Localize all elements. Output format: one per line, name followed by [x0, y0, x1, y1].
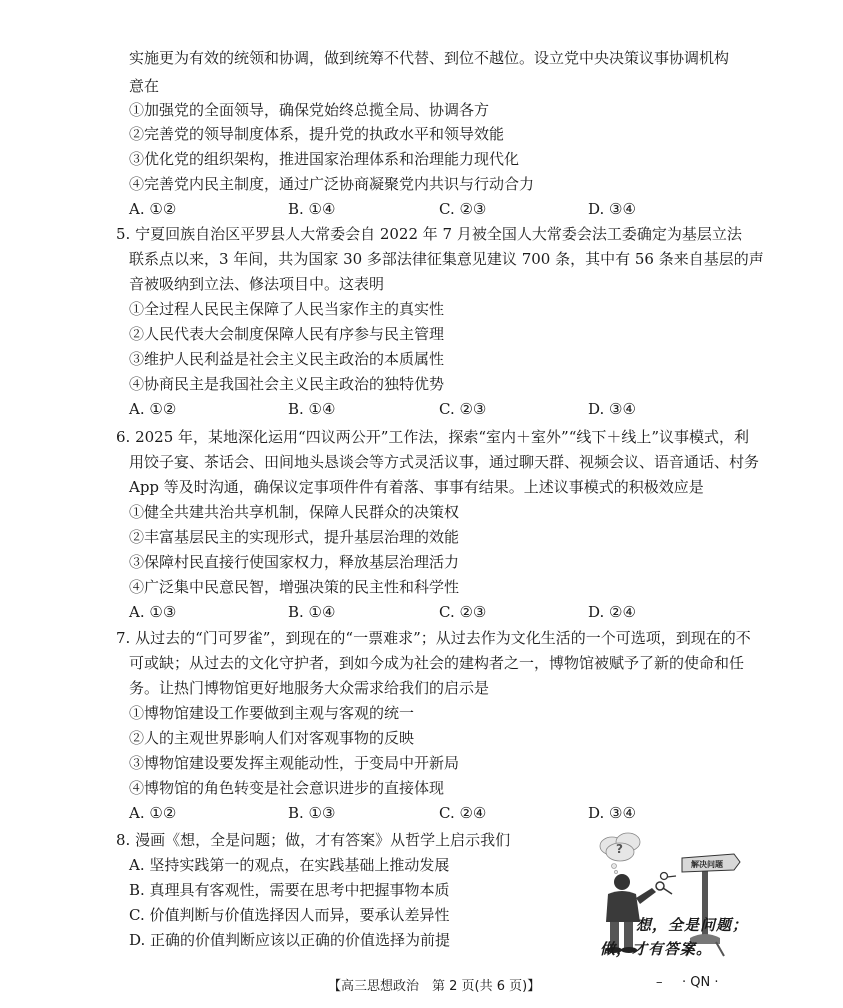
option-c[interactable]: C. ②③ [439, 200, 487, 218]
option-d[interactable]: D. ③④ [588, 804, 636, 822]
q7-options [129, 803, 729, 823]
q4-options [129, 199, 729, 219]
footer-code: · QN · [682, 975, 719, 990]
q5-stem-line: 5. 宁夏回族自治区平罗县人大常委会自 2022 年 7 月被全国人大常委会法工委确定为基层立法 [116, 225, 742, 243]
option-c[interactable]: C. ②③ [439, 400, 487, 418]
q4-item: ③优化党的组织架构，推进国家治理体系和治理能力现代化 [129, 150, 520, 168]
q6-item: ④广泛集中民意民智，增强决策的民主性和科学性 [129, 578, 460, 596]
cartoon-caption-line1: 想，全是问题； [636, 916, 749, 934]
question-mark: ? [616, 842, 623, 856]
q6-stem-line: 用饺子宴、茶话会、田间地头恳谈会等方式灵活议事，通过聊天群、视频会议、语音通话、村务 [129, 453, 760, 471]
q8-stem-line: 8. 漫画《想，全是问题；做，才有答案》从哲学上启示我们 [116, 831, 511, 849]
q6-item: ①健全共建共治共享机制，保障人民群众的决策权 [129, 503, 460, 521]
q4-stem-line: 实施更为有效的统领和协调，做到统筹不代替、到位不越位。设立党中央决策议事协调机构 [129, 49, 730, 67]
option-b[interactable]: B. ①③ [288, 804, 336, 822]
option-a[interactable]: A. ①② [129, 804, 177, 822]
option-d[interactable]: D. ②④ [588, 603, 636, 621]
q6-stem-line: 6. 2025 年，某地深化运用“四议两公开”工作法，探索“室内＋室外”“线下＋线上”议事模式，利 [116, 428, 750, 446]
footer-dash: – [656, 975, 663, 990]
q6-item: ③保障村民直接行使国家权力，释放基层治理活力 [129, 553, 460, 571]
q5-options [129, 399, 729, 419]
q6-item: ②丰富基层民主的实现形式，提升基层治理的效能 [129, 528, 460, 546]
q8-option-b[interactable]: B. 真理具有客观性，需要在思考中把握事物本质 [129, 881, 450, 899]
option-c[interactable]: C. ②③ [439, 603, 487, 621]
q4-stem-line: 意在 [129, 77, 160, 95]
q7-item: ②人的主观世界影响人们对客观事物的反映 [129, 729, 415, 747]
q7-stem-line: 可或缺；从过去的文化守护者，到如今成为社会的建构者之一，博物馆被赋予了新的使命和任 [129, 654, 745, 672]
option-b[interactable]: B. ①④ [288, 200, 336, 218]
q7-stem-line: 7. 从过去的“门可罗雀”，到现在的“一票难求”；从过去作为文化生活的一个可选项，到现在的不 [116, 629, 751, 647]
q6-stem-line: App 等及时沟通，确保议定事项件件有着落、事事有结果。上述议事模式的积极效应是 [129, 478, 704, 496]
q5-item: ②人民代表大会制度保障人民有序参与民主管理 [129, 325, 445, 343]
signpost-label: 解决问题 [691, 860, 723, 869]
q8-option-a[interactable]: A. 坚持实践第一的观点，在实践基础上推动发展 [129, 856, 450, 874]
option-a[interactable]: A. ①② [129, 200, 177, 218]
q6-options [129, 602, 729, 622]
q4-item: ②完善党的领导制度体系，提升党的执政水平和领导效能 [129, 125, 505, 143]
q5-stem-line: 音被吸纳到立法、修法项目中。这表明 [129, 275, 385, 293]
option-d[interactable]: D. ③④ [588, 200, 636, 218]
option-b[interactable]: B. ①④ [288, 603, 336, 621]
option-b[interactable]: B. ①④ [288, 400, 336, 418]
q8-option-c[interactable]: C. 价值判断与价值选择因人而异，要承认差异性 [129, 906, 450, 924]
option-d[interactable]: D. ③④ [588, 400, 636, 418]
option-a[interactable]: A. ①③ [129, 603, 177, 621]
q8-option-d[interactable]: D. 正确的价值判断应该以正确的价值选择为前提 [129, 931, 451, 949]
thought-cloud-icon [600, 833, 640, 874]
q7-item: ③博物馆建设要发挥主观能动性，于变局中开新局 [129, 754, 460, 772]
q5-item: ③维护人民利益是社会主义民主政治的本质属性 [129, 350, 445, 368]
footer-page-info: 【高三思想政治 第 2 页(共 6 页)】 [328, 979, 541, 994]
q4-item: ④完善党内民主制度，通过广泛协商凝聚党内共识与行动合力 [129, 175, 535, 193]
q7-item: ①博物馆建设工作要做到主观与客观的统一 [129, 704, 415, 722]
q7-item: ④博物馆的角色转变是社会意识进步的直接体现 [129, 779, 445, 797]
q4-item: ①加强党的全面领导，确保党始终总揽全局、协调各方 [129, 101, 490, 119]
keys-icon [656, 873, 676, 895]
option-c[interactable]: C. ②④ [439, 804, 487, 822]
page-footer [0, 975, 843, 997]
q7-stem-line: 务。让热门博物馆更好地服务大众需求给我们的启示是 [129, 679, 490, 697]
option-a[interactable]: A. ①② [129, 400, 177, 418]
q5-stem-line: 联系点以来，3 年间，共为国家 30 多部法律征集意见建议 700 条，其中有 56 条来自基层的声 [129, 250, 764, 268]
q5-item: ①全过程人民民主保障了人民当家作主的真实性 [129, 300, 445, 318]
q5-item: ④协商民主是我国社会主义民主政治的独特优势 [129, 375, 445, 393]
cartoon-caption-line2: 做，才有答案。 [600, 940, 713, 958]
